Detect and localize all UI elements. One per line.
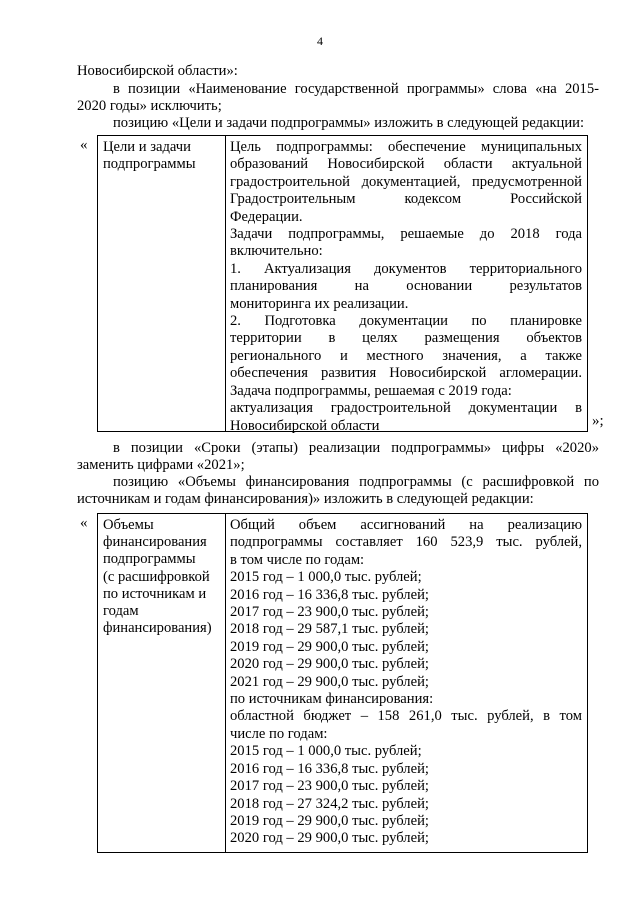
goals-text-line: Цель подпрограммы: обеспечение муниципальных	[230, 139, 582, 155]
goals-text-line: регионального и местного значения, а также	[230, 347, 582, 364]
financing-text-line: 2017 год – 23 900,0 тыс. рублей;	[230, 604, 429, 621]
financing-text-line: 2018 год – 29 587,1 тыс. рублей;	[230, 621, 429, 638]
middle-line-2: позицию «Объемы финансирования подпрограммы (с расшифровкой по	[113, 474, 599, 490]
middle-line-3: источникам и годам финансирования)» изложить в следующей редакции:	[77, 491, 534, 507]
goals-label-line: Цели и задачи	[103, 139, 191, 155]
goals-text-line: обеспечения развития Новосибирской агломерации.	[230, 365, 582, 382]
financing-text-line: 2015 год – 1 000,0 тыс. рублей;	[230, 743, 422, 760]
financing-table	[97, 513, 588, 853]
goals-text-line: Новосибирской области	[230, 417, 380, 434]
financing-text-line: 2021 год – 29 900,0 тыс. рублей;	[230, 673, 429, 690]
middle-line-0: в позиции «Сроки (этапы) реализации подпрограммы» цифры «2020»	[113, 440, 599, 456]
goals-text-line: Задачи подпрограммы, решаемые до 2018 года	[230, 226, 582, 243]
intro-line-2: 2020 годы» исключить;	[77, 98, 222, 114]
financing-text-line: 2019 год – 29 900,0 тыс. рублей;	[230, 638, 429, 655]
goals-text-line: Задача подпрограммы, решаемая с 2019 года:	[230, 382, 512, 399]
financing-text-line: 2017 год – 23 900,0 тыс. рублей;	[230, 778, 429, 795]
financing-text-line: в том числе по годам:	[230, 551, 365, 568]
goals-text-line: мониторинга их реализации.	[230, 295, 409, 312]
intro-line-1: в позиции «Наименование государственной программы» слова «на 2015-	[113, 81, 599, 97]
page-number: 4	[317, 34, 323, 48]
financing-label-line: подпрограммы	[103, 551, 196, 568]
financing-label-line: по источникам и	[103, 585, 207, 602]
goals-text-line: включительно:	[230, 243, 323, 260]
financing-table-content-cell	[225, 514, 587, 852]
intro-line-3: позицию «Цели и задачи подпрограммы» изложить в следующей редакции:	[113, 115, 585, 131]
goals-text-line: градостроительной документацией, предусмотренной	[230, 173, 582, 190]
middle-line-1: заменить цифрами «2021»;	[77, 457, 245, 473]
financing-label-line: Объемы	[103, 517, 154, 533]
goals-text-line: 1. Актуализация документов территориального	[230, 260, 582, 277]
financing-label-line: финансирования	[103, 534, 207, 551]
goals-table	[97, 135, 588, 432]
financing-label-line: годам	[103, 603, 139, 620]
goals-text-line: 2. Подготовка документации по планировке	[230, 313, 582, 330]
table1-open-quote: «	[80, 137, 88, 153]
financing-text-line: 2015 год – 1 000,0 тыс. рублей;	[230, 569, 422, 586]
financing-label-line: (с расшифровкой	[103, 568, 210, 585]
goals-text-line: территории в целях размещения объектов	[230, 330, 582, 347]
financing-text-line: Общий объем ассигнований на реализацию	[230, 517, 582, 533]
intro-line-0: Новосибирской области»:	[77, 63, 238, 79]
financing-text-line: 2019 год – 29 900,0 тыс. рублей;	[230, 812, 429, 829]
financing-text-line: 2020 год – 29 900,0 тыс. рублей;	[230, 656, 429, 673]
financing-text-line: 2016 год – 16 336,8 тыс. рублей;	[230, 586, 429, 603]
financing-text-line: областной бюджет – 158 261,0 тыс. рублей, в том	[230, 708, 582, 725]
goals-text-line: актуализация градостроительной документации в	[230, 400, 582, 417]
financing-text-line: числе по годам:	[230, 725, 328, 742]
goals-text-line: Градостроительным кодексом Российской	[230, 191, 582, 208]
goals-text-line: образований Новосибирской области актуальной	[230, 156, 582, 173]
financing-text-line: 2016 год – 16 336,8 тыс. рублей;	[230, 760, 429, 777]
financing-table-label-cell	[98, 514, 226, 852]
financing-label-line: финансирования)	[103, 620, 212, 637]
goals-text-line: планирования на основании результатов	[230, 278, 582, 295]
goals-label-line: подпрограммы	[103, 156, 196, 173]
financing-text-line: подпрограммы составляет 160 523,9 тыс. рублей,	[230, 534, 582, 551]
financing-text-line: по источникам финансирования:	[230, 691, 434, 708]
goals-table-label-cell	[98, 136, 226, 431]
financing-text-line: 2020 год – 29 900,0 тыс. рублей;	[230, 830, 429, 847]
financing-text-line: 2018 год – 27 324,2 тыс. рублей;	[230, 795, 429, 812]
goals-text-line: Федерации.	[230, 208, 303, 225]
goals-table-content-cell	[225, 136, 587, 434]
table1-close-quote: »;	[592, 413, 604, 429]
table2-open-quote: «	[80, 515, 88, 531]
